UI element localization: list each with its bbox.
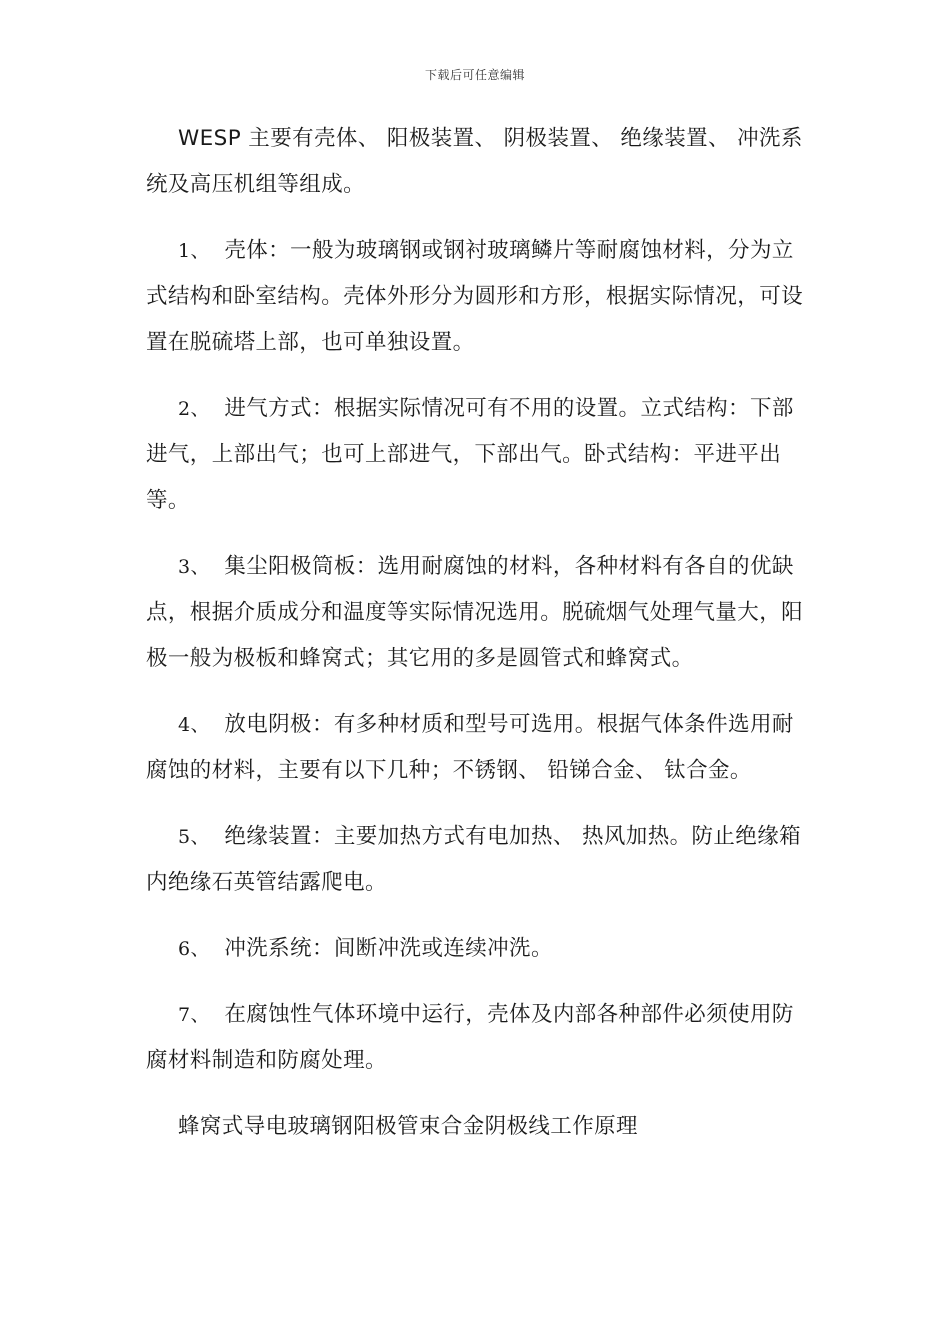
- document-body: [146, 116, 806, 1150]
- list-item: [146, 386, 806, 524]
- item-text: 进气方式：根据实际情况可有不用的设置。立式结构：下部进气，上部出气；也可上部进气，下部出气。卧式结构：平进平出等。: [146, 396, 794, 513]
- page-header-note: 下载后可任意编辑: [424, 68, 525, 82]
- section-heading: 蜂窝式导电玻璃钢阳极管束合金阴极线工作原理: [178, 1114, 638, 1139]
- item-text: 集尘阳极筒板：选用耐腐蚀的材料，各种材料有各自的优缺点，根据介质成分和温度等实际情况选用。脱硫烟气处理气量大，阳极一般为极板和蜂窝式；其它用的多是圆管式和蜂窝式。: [146, 554, 804, 671]
- item-text: 放电阴极：有多种材质和型号可选用。根据气体条件选用耐腐蚀的材料，主要有以下几种；不锈钢、 铅锑合金、 钛合金。: [146, 712, 794, 783]
- item-number: 3、: [178, 556, 210, 578]
- item-number: 4、: [178, 714, 210, 736]
- item-text: 在腐蚀性气体环境中运行，壳体及内部各种部件必须使用防腐材料制造和防腐处理。: [146, 1002, 794, 1073]
- item-number: 2、: [178, 398, 210, 420]
- list-item: [146, 992, 806, 1084]
- list-item: [146, 228, 806, 366]
- item-number: 6、: [178, 938, 210, 960]
- list-item: [146, 702, 806, 794]
- list-item: [146, 926, 806, 972]
- item-number: 5、: [178, 826, 210, 848]
- item-text: 绝缘装置：主要加热方式有电加热、 热风加热。防止绝缘箱内绝缘石英管结露爬电。: [146, 824, 801, 895]
- list-item: [146, 544, 806, 682]
- list-item: [146, 814, 806, 906]
- item-number: 1、: [178, 240, 210, 262]
- item-text: 冲洗系统：间断冲洗或连续冲洗。: [224, 936, 553, 961]
- item-text: 壳体：一般为玻璃钢或钢衬玻璃鳞片等耐腐蚀材料，分为立式结构和卧室结构。壳体外形分为圆形和方形，根据实际情况，可设置在脱硫塔上部，也可单独设置。: [146, 238, 804, 355]
- item-number: 7、: [178, 1004, 210, 1026]
- intro-paragraph: WESP 主要有壳体、 阳极装置、 阴极装置、 绝缘装置、 冲洗系统及高压机组等组成。: [146, 126, 803, 197]
